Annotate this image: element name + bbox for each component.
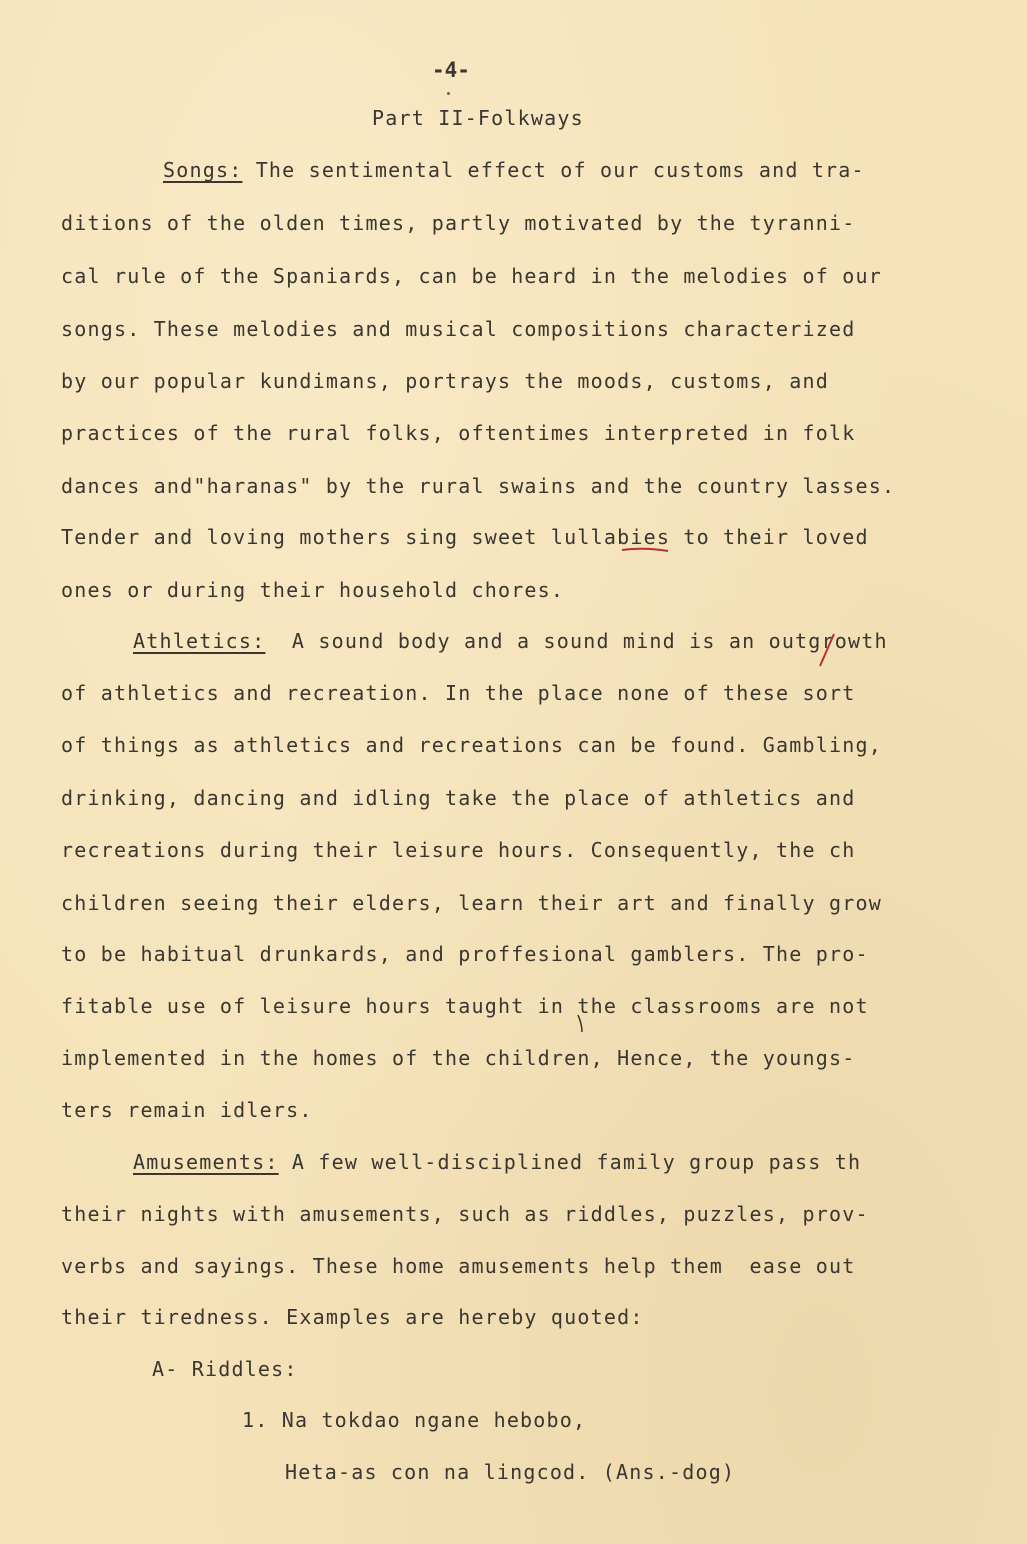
athletics-first-line-text: A sound body and a sound mind is an outgrowth	[265, 629, 888, 653]
athletics-line: drinking, dancing and idling take the place of athletics and	[61, 786, 856, 810]
amusements-first-line	[133, 1150, 861, 1174]
songs-line: cal rule of the Spaniards, can be heard in the melodies of our	[61, 264, 882, 288]
athletics-first-line	[133, 629, 888, 653]
songs-line: practices of the rural folks, oftentimes interpreted in folk	[61, 421, 856, 445]
riddle-item-line: Heta-as con na lingcod. (Ans.-dog)	[285, 1460, 736, 1484]
athletics-line: recreations during their leisure hours. Consequently, the ch	[61, 838, 856, 862]
amusements-heading: Amusements:	[133, 1150, 279, 1174]
amusements-first-line-text: A few well-disciplined family group pass th	[278, 1150, 862, 1174]
part-title: Part II-Folkways	[372, 106, 584, 130]
songs-line: ditions of the olden times, partly motivated by the tyranni-	[61, 211, 856, 235]
red-slash-mark	[812, 630, 842, 670]
athletics-line: ters remain idlers.	[61, 1098, 313, 1122]
songs-heading: Songs:	[163, 158, 243, 182]
songs-line: ones or during their household chores.	[61, 578, 565, 602]
athletics-line: implemented in the homes of the children, Hence, the youngs-	[61, 1046, 856, 1070]
songs-line: songs. These melodies and musical compositions characterized	[61, 317, 856, 341]
songs-line: dances and"haranas" by the rural swains and the country lasses.	[61, 474, 896, 498]
amusements-line: verbs and sayings. These home amusements help them ease out	[61, 1254, 856, 1278]
red-underline-mark	[620, 545, 670, 555]
amusements-line: their tiredness. Examples are hereby quoted:	[61, 1305, 644, 1329]
ink-correction-mark	[574, 1012, 590, 1034]
riddles-heading: A- Riddles:	[152, 1357, 298, 1381]
athletics-line: of athletics and recreation. In the place none of these sort	[61, 681, 856, 705]
songs-line: Tender and loving mothers sing sweet lullabies to their loved	[61, 525, 869, 549]
athletics-heading: Athletics:	[133, 629, 266, 653]
athletics-line: children seeing their elders, learn their art and finally grow	[61, 891, 882, 915]
athletics-line: to be habitual drunkards, and proffesional gamblers. The pro-	[61, 942, 869, 966]
riddle-item-line: 1. Na tokdao ngane hebobo,	[242, 1408, 587, 1432]
ink-speck	[447, 92, 450, 95]
amusements-line: their nights with amusements, such as riddles, puzzles, prov-	[61, 1202, 869, 1226]
songs-first-line	[163, 158, 865, 182]
athletics-line: of things as athletics and recreations can be found. Gambling,	[61, 733, 882, 757]
songs-line: by our popular kundimans, portrays the moods, customs, and	[61, 369, 829, 393]
page-number: -4-	[432, 58, 470, 82]
athletics-line: fitable use of leisure hours taught in the classrooms are not	[61, 994, 869, 1018]
songs-first-line-text: The sentimental effect of our customs and tra-	[242, 158, 865, 182]
